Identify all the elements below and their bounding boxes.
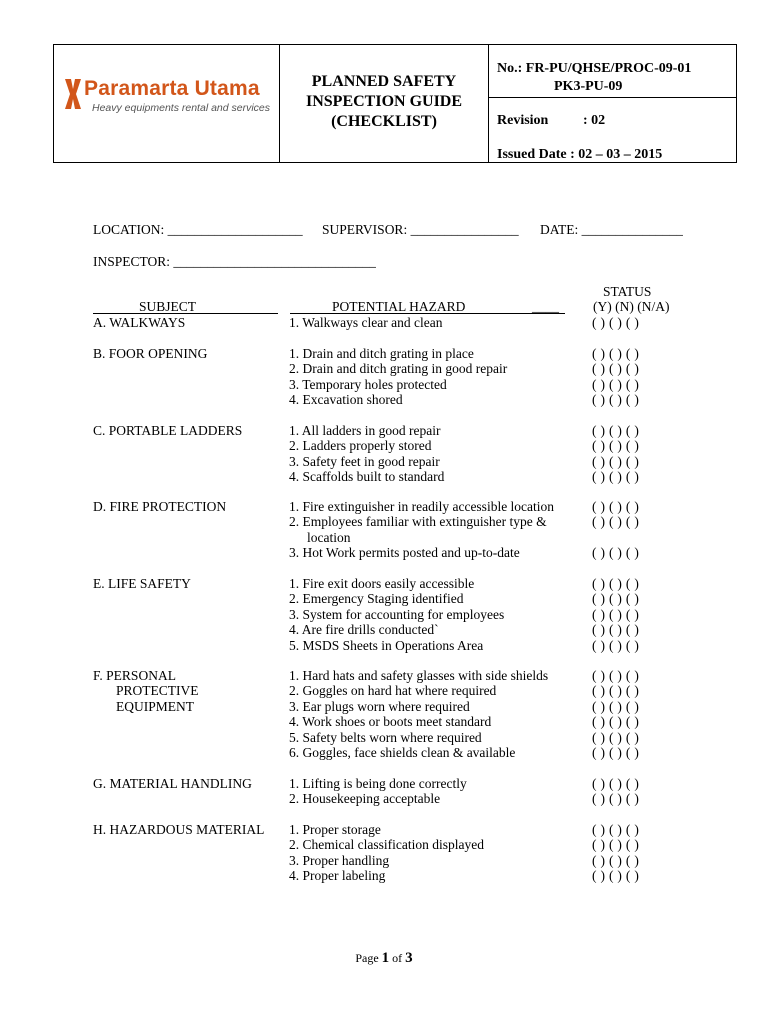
document-title	[280, 72, 488, 132]
status-checkbox-group[interactable]: ( ) ( ) ( )	[592, 499, 640, 514]
document-number-secondary: PK3-PU-09	[554, 79, 623, 94]
issued-date: Issued Date : 02 – 03 – 2015	[497, 147, 663, 162]
status-checkbox-group[interactable]: ( ) ( ) ( )	[592, 791, 640, 807]
status-checkbox-group[interactable]: ( ) ( ) ( )	[592, 376, 640, 392]
hazard-item: 2. Emergency Staging identified	[289, 591, 464, 607]
title-line: (CHECKLIST)	[331, 113, 437, 130]
page-footer	[0, 950, 768, 967]
hazard-item: 2. Housekeeping acceptable	[289, 791, 441, 807]
company-tagline: Heavy equipments rental and services	[92, 102, 271, 114]
date-field[interactable]: DATE: _______________	[540, 222, 683, 237]
status-checkbox-group[interactable]: ( ) ( ) ( )	[592, 469, 640, 485]
hazard-item: 5. MSDS Sheets in Operations Area	[289, 637, 484, 653]
hazard-item: 3. Proper handling	[289, 852, 390, 868]
hazard-item: 2. Employees familiar with extinguisher type &	[289, 514, 547, 530]
revision	[497, 113, 606, 129]
status-checkbox-group[interactable]: ( ) ( ) ( )	[592, 346, 640, 361]
section-label: EQUIPMENT	[116, 698, 194, 714]
section-label: E. LIFE SAFETY	[93, 576, 191, 591]
title-line: INSPECTION GUIDE	[305, 93, 463, 110]
status-checkbox-group[interactable]: ( ) ( ) ( )	[592, 837, 640, 853]
document-header	[53, 44, 737, 163]
section-label: PROTECTIVE	[116, 683, 199, 699]
hazard-header: POTENTIAL HAZARD	[332, 299, 466, 314]
status-checkbox-group[interactable]: ( ) ( ) ( )	[592, 361, 640, 377]
status-header: STATUS	[603, 284, 652, 299]
status-checkbox-group[interactable]: ( ) ( ) ( )	[592, 745, 640, 760]
supervisor-field[interactable]: SUPERVISOR: ________________	[322, 222, 519, 237]
hazard-item: 1. Lifting is being done correctly	[289, 776, 467, 791]
subject-header: SUBJECT	[139, 299, 197, 314]
status-checkbox-group[interactable]: ( ) ( ) ( )	[592, 315, 640, 330]
status-options-header: (Y) (N) (N/A)	[593, 299, 670, 314]
hazard-item-continuation: location	[307, 529, 351, 545]
hazard-item: 4. Proper labeling	[289, 868, 386, 884]
hazard-item: 3. Hot Work permits posted and up-to-date	[289, 545, 520, 561]
hazard-item: 6. Goggles, face shields clean & available	[289, 745, 516, 760]
hazard-item: 4. Are fire drills conducted`	[289, 622, 439, 638]
status-checkbox-group[interactable]: ( ) ( ) ( )	[592, 423, 640, 438]
hazard-item: 2. Ladders properly stored	[289, 438, 432, 454]
company-logo	[62, 75, 274, 123]
hazard-item: 1. Drain and ditch grating in place	[289, 346, 474, 361]
section-label: D. FIRE PROTECTION	[93, 499, 227, 514]
paramarta-logo-mark-icon	[62, 77, 84, 111]
status-checkbox-group[interactable]: ( ) ( ) ( )	[592, 668, 640, 683]
hazard-item: 4. Scaffolds built to standard	[289, 469, 445, 485]
hazard-item: 2. Chemical classification displayed	[289, 837, 484, 853]
hazard-item: 1. Fire exit doors easily accessible	[289, 576, 475, 591]
status-checkbox-group[interactable]: ( ) ( ) ( )	[592, 576, 640, 591]
status-checkbox-group[interactable]: ( ) ( ) ( )	[592, 453, 640, 469]
status-checkbox-group[interactable]: ( ) ( ) ( )	[592, 822, 640, 837]
status-checkbox-group[interactable]: ( ) ( ) ( )	[592, 606, 640, 622]
section-label: H. HAZARDOUS MATERIAL	[93, 822, 265, 837]
status-checkbox-group[interactable]: ( ) ( ) ( )	[592, 438, 640, 454]
title-line: PLANNED SAFETY	[311, 73, 457, 90]
status-checkbox-group[interactable]: ( ) ( ) ( )	[592, 698, 640, 714]
revision-value: : 02	[583, 113, 606, 128]
hazard-item: 3. Ear plugs worn where required	[289, 698, 470, 714]
hazard-item: 1. Proper storage	[289, 822, 381, 837]
hazard-item: 4. Work shoes or boots meet standard	[289, 714, 492, 730]
hazard-item: 3. System for accounting for employees	[289, 606, 505, 622]
status-checkbox-group[interactable]: ( ) ( ) ( )	[592, 776, 640, 791]
company-name: Paramarta Utama	[84, 77, 260, 100]
revision-label: Revision	[497, 113, 549, 128]
status-checkbox-group[interactable]: ( ) ( ) ( )	[592, 622, 640, 638]
status-checkbox-group[interactable]: ( ) ( ) ( )	[592, 868, 640, 884]
hazard-item: 5. Safety belts worn where required	[289, 729, 482, 745]
status-checkbox-group[interactable]: ( ) ( ) ( )	[592, 637, 640, 653]
hazard-item: 3. Safety feet in good repair	[289, 453, 440, 469]
hazard-item: 1. Walkways clear and clean	[289, 315, 443, 330]
status-checkbox-group[interactable]: ( ) ( ) ( )	[592, 852, 640, 868]
of-word: of	[392, 951, 403, 965]
subject-underline	[93, 313, 278, 314]
status-checkbox-group[interactable]: ( ) ( ) ( )	[592, 729, 640, 745]
inspector-field[interactable]: INSPECTOR: ______________________________	[93, 254, 376, 269]
status-checkbox-group[interactable]: ( ) ( ) ( )	[592, 545, 640, 561]
status-checkbox-group[interactable]: ( ) ( ) ( )	[592, 514, 640, 530]
status-checkbox-group[interactable]: ( ) ( ) ( )	[592, 392, 640, 408]
section-label: A. WALKWAYS	[93, 315, 186, 330]
hazard-item: 1. All ladders in good repair	[289, 423, 441, 438]
hazard-item: 1. Fire extinguisher in readily accessible location	[289, 499, 555, 514]
location-field[interactable]: LOCATION: ____________________	[93, 222, 303, 237]
hazard-item: 2. Drain and ditch grating in good repair	[289, 361, 508, 377]
hazard-item: 1. Hard hats and safety glasses with side shields	[289, 668, 549, 683]
hazard-underline	[290, 313, 565, 314]
document-number: No.: FR-PU/QHSE/PROC-09-01	[497, 61, 692, 76]
hazard-item: 3. Temporary holes protected	[289, 376, 447, 392]
section-label: B. FOOR OPENING	[93, 346, 208, 361]
status-checkbox-group[interactable]: ( ) ( ) ( )	[592, 683, 640, 699]
status-checkbox-group[interactable]: ( ) ( ) ( )	[592, 591, 640, 607]
status-checkbox-group[interactable]: ( ) ( ) ( )	[592, 714, 640, 730]
page-word: Page	[355, 951, 379, 965]
page-total: 3	[405, 950, 413, 966]
section-label: C. PORTABLE LADDERS	[93, 423, 243, 438]
page-number: 1	[381, 950, 390, 966]
section-label: G. MATERIAL HANDLING	[93, 776, 252, 791]
hazard-header-tail: ____	[532, 299, 559, 314]
hazard-item: 2. Goggles on hard hat where required	[289, 683, 497, 699]
hazard-item: 4. Excavation shored	[289, 392, 403, 408]
section-label: F. PERSONAL	[93, 668, 176, 683]
